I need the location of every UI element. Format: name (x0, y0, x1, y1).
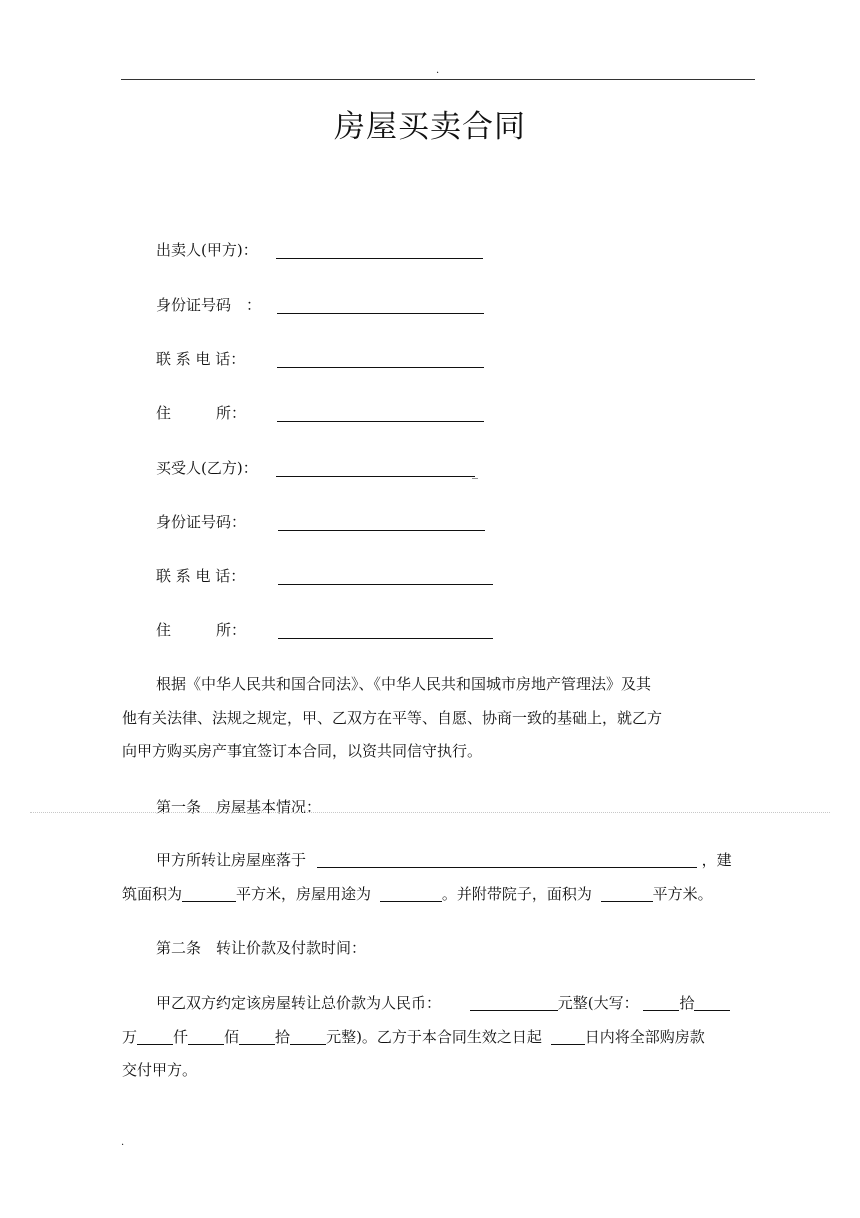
buyer-address-blank[interactable] (278, 638, 493, 639)
capital-wan-blank[interactable] (694, 994, 730, 1011)
seller-phone-row (156, 349, 245, 369)
buyer-id-blank[interactable] (278, 530, 485, 531)
buyer-address-row (156, 620, 246, 640)
capital-yuan-blank[interactable] (290, 1028, 326, 1045)
area-label: 筑面积为 (122, 885, 183, 903)
document-title: 房屋买卖合同 (334, 109, 526, 145)
article-1-location-line (156, 850, 732, 870)
area-unit-label: 平方米，房屋用途为 (236, 885, 372, 903)
unit-qian: 仟 (173, 1028, 189, 1046)
article-1-heading: 第一条 房屋基本情况： (156, 798, 322, 816)
unit-shi-1: 拾 (679, 994, 695, 1012)
buyer-address-label: 住 所： (156, 621, 247, 639)
yard-unit-label: 平方米。 (652, 885, 713, 903)
header-rule (121, 79, 755, 80)
price-label: 甲乙双方约定该房屋转让总价款为人民币： (156, 994, 442, 1012)
buyer-id-row (156, 512, 246, 532)
buyer-name-label: 买受人(乙方)： (156, 459, 258, 477)
dotted-separator (30, 812, 830, 813)
buyer-phone-row (156, 566, 245, 586)
price-capital-label: 元整(大写： (557, 994, 639, 1012)
seller-address-row (156, 403, 246, 423)
location-label: 甲方所转让房屋座落于 (156, 851, 307, 869)
seller-phone-blank[interactable] (277, 367, 484, 368)
intro-line-3: 向甲方购买房产事宜签订本合同，以资共同信守执行。 (122, 742, 483, 760)
unit-shi-2: 拾 (275, 1028, 291, 1046)
payment-days-label: 日内将全部购房款 (584, 1028, 705, 1046)
buyer-name-blank[interactable] (276, 476, 475, 477)
article-2-capital-line (122, 1027, 705, 1047)
capital-shi-wan-blank[interactable] (643, 994, 679, 1011)
buyer-name-tail: _ (472, 465, 478, 479)
seller-id-label: 身份证号码 ： (156, 296, 262, 314)
seller-id-row (156, 295, 261, 315)
yard-area-blank[interactable] (601, 885, 653, 902)
seller-phone-label: 联 系 电 话： (156, 350, 246, 368)
intro-line-2: 他有关法律、法规之规定，甲、乙双方在平等、自愿、协商一致的基础上，就乙方 (122, 709, 663, 727)
payment-days-blank[interactable] (551, 1028, 585, 1045)
buyer-phone-label: 联 系 电 话： (156, 567, 246, 585)
seller-address-label: 住 所： (156, 404, 247, 422)
seller-name-label: 出卖人(甲方)： (156, 241, 258, 259)
payment-term-label: 元整)。乙方于本合同生效之日起 (326, 1028, 542, 1046)
location-blank[interactable] (317, 851, 697, 868)
seller-id-blank[interactable] (277, 313, 484, 314)
capital-qian-blank[interactable] (137, 1028, 173, 1045)
buyer-phone-blank[interactable] (278, 584, 493, 585)
capital-bai-blank[interactable] (188, 1028, 224, 1045)
unit-bai: 佰 (224, 1028, 240, 1046)
seller-address-blank[interactable] (277, 421, 484, 422)
unit-wan: 万 (122, 1028, 138, 1046)
header-dot: . (436, 65, 440, 76)
intro-line-1: 根据《中华人民共和国合同法》、《中华人民共和国城市房地产管理法》及其 (156, 675, 652, 693)
seller-name-blank[interactable] (276, 258, 483, 259)
buyer-name-row (156, 458, 258, 478)
location-tail: ，建 (701, 851, 732, 869)
price-blank[interactable] (470, 994, 558, 1011)
buyer-id-label: 身份证号码： (156, 513, 247, 531)
area-blank[interactable] (182, 885, 236, 902)
capital-shi-blank[interactable] (239, 1028, 275, 1045)
article-2-tail-line: 交付甲方。 (122, 1061, 198, 1079)
article-1-area-line (122, 884, 713, 904)
footer-dot: . (121, 1137, 125, 1148)
usage-blank[interactable] (380, 885, 442, 902)
yard-label: 。并附带院子，面积为 (441, 885, 592, 903)
article-2-heading: 第二条 转让价款及付款时间： (156, 939, 367, 957)
article-2-price-line (156, 993, 730, 1013)
seller-name-row (156, 240, 258, 260)
